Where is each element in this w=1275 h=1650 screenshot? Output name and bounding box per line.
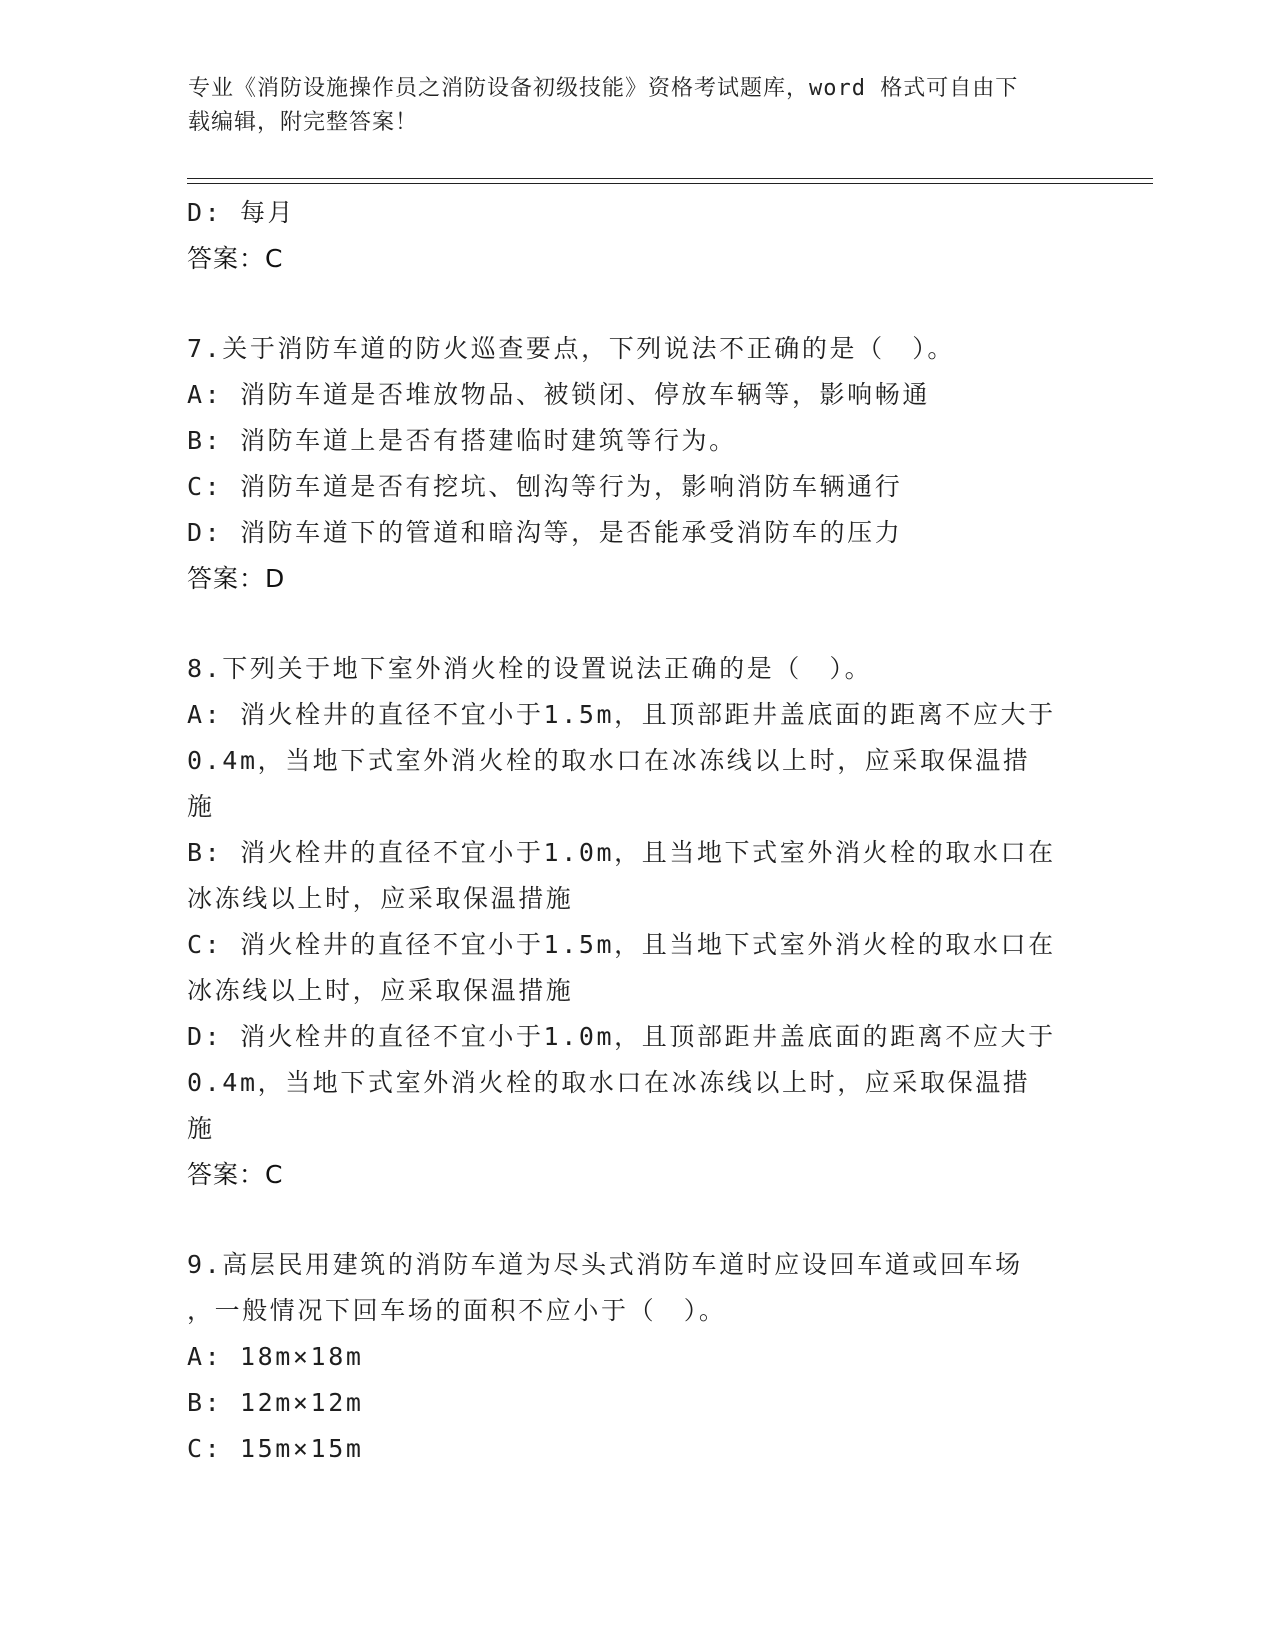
- option-d: D: 消防车道下的管道和暗沟等，是否能承受消防车的压力: [187, 518, 903, 547]
- option-c: C: 15m×15m: [187, 1434, 364, 1463]
- document-header: [188, 72, 1088, 140]
- option-d-line: D: 消火栓井的直径不宜小于1.0m，且顶部距井盖底面的距离不应大于: [187, 1022, 1056, 1051]
- question-list: [187, 190, 1087, 1472]
- option-b-line: B: 消火栓井的直径不宜小于1.0m，且当地下式室外消火栓的取水口在: [187, 838, 1056, 867]
- question-stem: 8.下列关于地下室外消火栓的设置说法正确的是（ ）。: [187, 654, 873, 683]
- option-a-line: A: 消火栓井的直径不宜小于1.5m，且顶部距井盖底面的距离不应大于: [187, 700, 1056, 729]
- option-d: [187, 1014, 1087, 1152]
- option-b: B: 12m×12m: [187, 1388, 364, 1417]
- question-8: [187, 646, 1087, 1198]
- option-b-line: 冰冻线以上时，应采取保温措施: [187, 884, 574, 913]
- option-c: C: 消防车道是否有挖坑、刨沟等行为，影响消防车辆通行: [187, 472, 903, 501]
- option-a: A: 18m×18m: [187, 1342, 364, 1371]
- question-stem-line: ，一般情况下回车场的面积不应小于（ ）。: [187, 1296, 727, 1325]
- option-d-line: 施: [187, 1114, 215, 1143]
- question-9: [187, 1242, 1087, 1472]
- option-c: [187, 922, 1087, 1014]
- option-b: B: 消防车道上是否有搭建临时建筑等行为。: [187, 426, 737, 455]
- question-stem-line: 9.高层民用建筑的消防车道为尽头式消防车道时应设回车道或回车场: [187, 1250, 1023, 1279]
- question-6-tail: [187, 190, 1087, 282]
- answer: 答案：C: [187, 1160, 284, 1189]
- header-divider: [187, 178, 1153, 184]
- option-c-line: 冰冻线以上时，应采取保温措施: [187, 976, 574, 1005]
- option-d: D: 每月: [187, 198, 296, 227]
- spacer: [187, 282, 1087, 326]
- spacer: [187, 602, 1087, 646]
- option-c-line: C: 消火栓井的直径不宜小于1.5m，且当地下式室外消火栓的取水口在: [187, 930, 1056, 959]
- option-a: A: 消防车道是否堆放物品、被锁闭、停放车辆等，影响畅通: [187, 380, 930, 409]
- answer: 答案：D: [187, 564, 286, 593]
- spacer: [187, 1198, 1087, 1242]
- header-line-2: 载编辑，附完整答案！: [188, 110, 419, 135]
- answer: 答案：C: [187, 244, 284, 273]
- question-7: [187, 326, 1087, 602]
- question-stem: 7.关于消防车道的防火巡查要点，下列说法不正确的是（ ）。: [187, 334, 956, 363]
- option-a: [187, 692, 1087, 830]
- option-d-line: 0.4m，当地下式室外消火栓的取水口在冰冻线以上时，应采取保温措: [187, 1068, 1031, 1097]
- option-b: [187, 830, 1087, 922]
- option-a-line: 施: [187, 792, 215, 821]
- header-line-1: 专业《消防设施操作员之消防设备初级技能》资格考试题库，word 格式可自由下: [188, 76, 1019, 101]
- option-a-line: 0.4m，当地下式室外消火栓的取水口在冰冻线以上时，应采取保温措: [187, 746, 1031, 775]
